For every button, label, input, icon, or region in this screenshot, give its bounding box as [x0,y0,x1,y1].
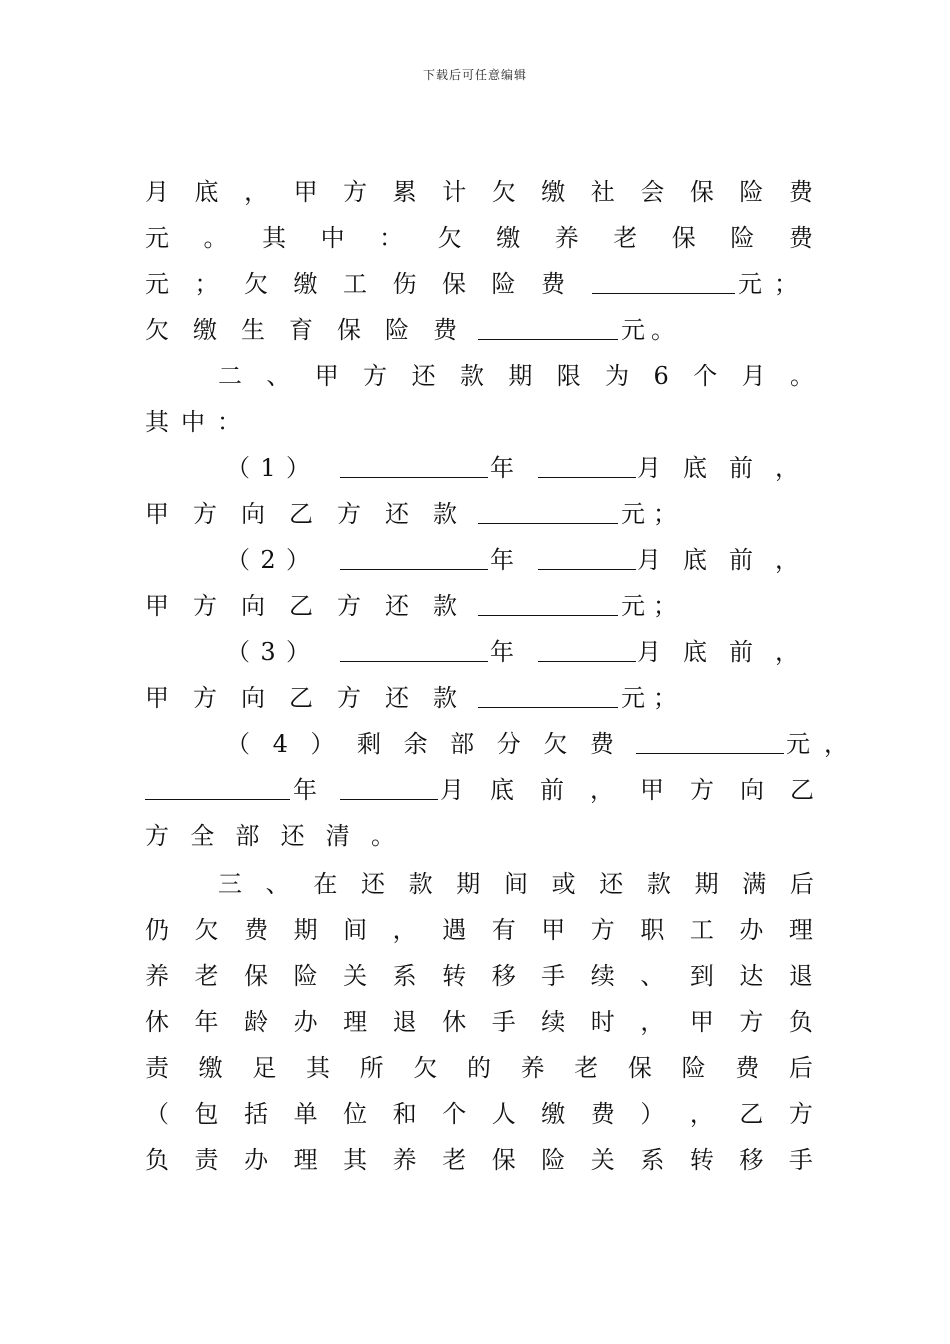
text-segment: 元 。 [621,316,675,344]
text-segment: 责 缴 足 其 所 欠 的 养 老 保 险 费 后 [145,1054,813,1082]
text-segment: 负 责 办 理 其 养 老 保 险 关 系 转 移 手 [145,1146,813,1174]
text-line [0,591,950,621]
fill-blank[interactable] [538,641,636,662]
text-segment: 元 ， [786,730,848,758]
text-segment: 年 [293,776,317,804]
text-segment: 方 全 部 还 清 。 [145,822,395,850]
text-line [0,177,950,207]
text-segment: 月 底 前 ， [637,454,799,482]
text-line [0,499,950,529]
fill-blank[interactable] [340,457,488,478]
fill-blank[interactable] [592,273,735,294]
text-segment: 欠 缴 生 育 保 险 费 [145,316,457,344]
text-line [0,269,950,299]
page-header: 下载后可任意编辑 [422,68,527,82]
text-segment: 元 ； [621,500,677,528]
text-segment: 甲 方 向 乙 方 还 款 [145,592,457,620]
text-segment: 年 [490,638,514,666]
text-line [0,683,950,713]
fill-blank[interactable] [340,549,488,570]
fill-blank[interactable] [145,779,290,800]
text-segment: 月 底 前 ， [637,546,799,574]
fill-blank[interactable] [478,595,618,616]
text-segment: 月 底 ， 甲 方 累 计 欠 缴 社 会 保 险 费 [145,178,813,206]
text-line [0,315,950,345]
fill-blank[interactable] [478,503,618,524]
text-line [0,869,950,899]
text-segment: 养 老 保 险 关 系 转 移 手 续 、 到 达 退 [145,962,813,990]
text-segment: 元 ； [621,592,677,620]
text-segment: 元 ； 欠 缴 工 伤 保 险 费 [145,270,565,298]
text-segment: （ 2 ） [226,546,310,574]
text-line [0,545,950,575]
text-segment: 元 ； [621,684,677,712]
text-segment: 元 。 其 中 ： 欠 缴 养 老 保 险 费 [145,224,813,252]
text-segment: （ 4 ） 剩 余 部 分 欠 费 [226,730,614,758]
text-segment: 休 年 龄 办 理 退 休 手 续 时 ， 甲 方 负 [145,1008,813,1036]
text-segment: 月 底 前 ， [637,638,799,666]
fill-blank[interactable] [478,319,618,340]
text-line [0,1053,950,1083]
text-segment: 其 中 ： [145,408,241,436]
text-line [0,637,950,667]
text-segment: 年 [490,454,514,482]
text-line [0,915,950,945]
text-line [0,453,950,483]
text-line [0,223,950,253]
text-segment: 年 [490,546,514,574]
text-segment: 二 、 甲 方 还 款 期 限 为 6 个 月 。 [218,362,814,390]
text-line [0,729,950,759]
fill-blank[interactable] [636,733,784,754]
fill-blank[interactable] [340,641,488,662]
text-segment: 月 底 前 ， 甲 方 向 乙 [440,776,814,804]
text-line [0,1145,950,1175]
text-segment: 元 ； [738,270,798,298]
fill-blank[interactable] [340,779,438,800]
text-segment: （ 3 ） [226,638,310,666]
text-line [0,961,950,991]
text-segment: （ 1 ） [226,454,310,482]
fill-blank[interactable] [538,549,636,570]
text-segment: 甲 方 向 乙 方 还 款 [145,684,457,712]
text-line [0,361,950,391]
text-line [0,1099,950,1129]
fill-blank[interactable] [538,457,636,478]
text-segment: （ 包 括 单 位 和 个 人 缴 费 ） ， 乙 方 [145,1100,813,1128]
text-segment: 甲 方 向 乙 方 还 款 [145,500,457,528]
text-line [0,407,950,437]
text-line [0,775,950,805]
text-line [0,1007,950,1037]
text-line [0,821,950,851]
text-segment: 仍 欠 费 期 间 ， 遇 有 甲 方 职 工 办 理 [145,916,813,944]
text-segment: 三 、 在 还 款 期 间 或 还 款 期 满 后 [218,870,814,898]
fill-blank[interactable] [478,687,618,708]
